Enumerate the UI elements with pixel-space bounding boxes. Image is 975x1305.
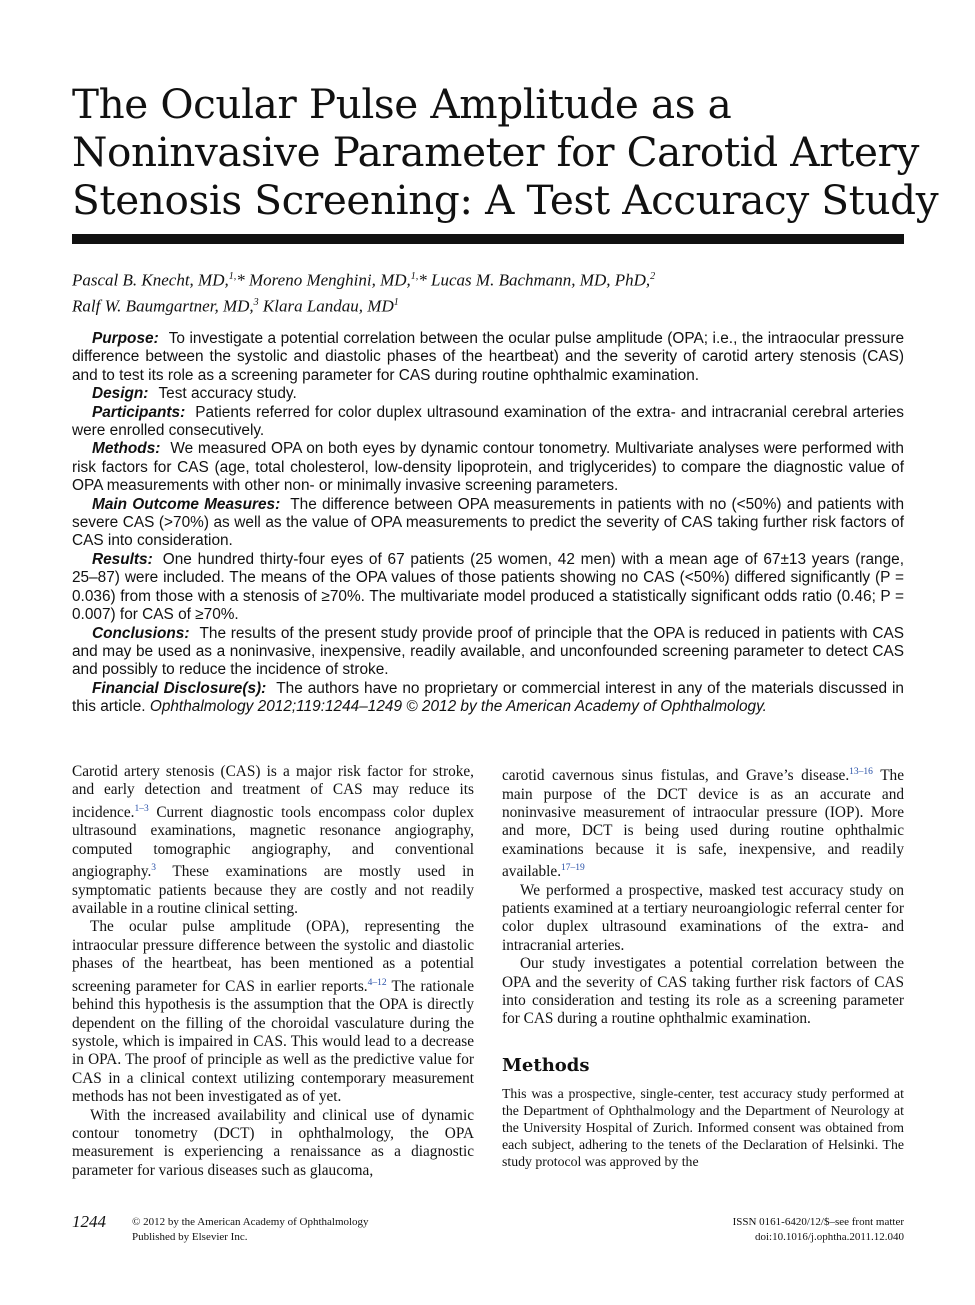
section-label: Results: [92, 550, 153, 568]
paragraph-text: The main purpose of the DCT device is as an accurate and noninvasive measurement of intraocular pressure (IOP). More and more, DCT is being used during routine ophthalmic examinations because it is safe, inexpensive, and readily available. [502, 767, 904, 881]
section-label: Design: [92, 385, 149, 403]
section-label: Participants: [92, 403, 186, 421]
affiliation-ref: 2 [650, 271, 656, 282]
section-label: Main Outcome Measures: [92, 495, 281, 513]
reference-link[interactable]: 1–3 [134, 803, 149, 814]
abstract-participants [72, 404, 904, 441]
body-paragraph: We performed a prospective, masked test accuracy study on patients examined at a tertiary neuroangiologic referral center for color duplex ultrasound examinations of the extra- and intracranial arteries. [502, 881, 904, 954]
section-label: Purpose: [92, 330, 159, 347]
section-text: To investigate a potential correlation between the ocular pulse amplitude (OPA; i.e., the intraocular pressure difference between the systolic and diastolic phases of the heartbeat) and the severity of carotid artery stenosis (CAS) and to test its role as a screening parameter for CAS during routine ophthalmic examination. [72, 330, 904, 384]
section-heading-methods: Methods [502, 1054, 590, 1076]
section-label: Financial Disclosure(s): [92, 679, 267, 697]
title-line: Stenosis Screening: A Test Accuracy Study [72, 176, 939, 224]
reference-link[interactable]: 17–19 [561, 863, 585, 874]
abstract-methods [72, 440, 904, 495]
issn-doi [733, 1215, 904, 1245]
reference-link[interactable]: 3 [151, 863, 157, 874]
abstract-outcome [72, 496, 904, 551]
abstract-purpose [72, 330, 904, 385]
section-text: We measured OPA on both eyes by dynamic contour tonometry. Multivariate analyses were performed with risk factors for CAS (age, total cholesterol, low-density lipoprotein, and triglycerides) to compare the diagnostic value of OPA measurements with other non- or minimally invasive screening parameters. [72, 440, 904, 495]
author-name: Ralf W. Baumgartner, MD, [72, 296, 254, 316]
section-text: The difference between OPA measurements in patients with no (<50%) and patients with severe CAS (>70%) as well as the value of OPA measurements to predict the severity of CAS taking further risk factors of CAS into consideration. [72, 495, 905, 550]
reference-link[interactable]: 4–12 [367, 977, 387, 988]
abstract [72, 330, 904, 717]
affiliation-ref: 1, [410, 271, 419, 282]
author-name: Klara Landau, MD [262, 296, 394, 316]
author-list [72, 266, 912, 317]
copyright-notice [132, 1215, 369, 1245]
body-column-right [502, 763, 904, 1170]
author-separator: * [418, 270, 432, 290]
paragraph-text: The ocular pulse amplitude (OPA), representing the intraocular pressure difference between the systolic and diastolic phases of the heartbeat, has been mentioned as a potential screening parameter for CAS in earlier reports. [72, 918, 474, 995]
body-paragraph [72, 763, 474, 918]
section-text: The results of the present study provide proof of principle that the OPA is reduced in patients with CAS and may be used as a noninvasive, inexpensive, readily available, and unconfounded screening parameter to detect CAS and possibly to reduce the incidence of stroke. [72, 624, 904, 679]
body-paragraph [502, 763, 904, 882]
paragraph-text: These examinations are mostly used in symptomatic patients because they are costly and not readily available in a routine clinical setting. [72, 863, 474, 918]
abstract-design [72, 385, 904, 403]
body-paragraph [72, 918, 474, 1106]
doi-link[interactable]: doi:10.1016/j.ophtha.2011.12.040 [754, 1231, 904, 1243]
journal-citation: Ophthalmology 2012;119:1244–1249 © 2012 by the American Academy of Ophthalmology. [149, 698, 767, 716]
page-footer [72, 1212, 904, 1252]
affiliation-ref: 3 [253, 296, 259, 308]
title-line: Noninvasive Parameter for Carotid Artery [72, 128, 919, 176]
author-line [72, 266, 912, 292]
affiliation-ref: 1 [393, 296, 399, 308]
author-name: Moreno Menghini, MD, [249, 270, 411, 290]
paragraph-text: The rationale behind this hypothesis is the assumption that the OPA is directly dependent on the filling of the choroidal vasculature during the systole, which is impaired in CAS. This would lead to a decrease in OPA. The proof of principle as well as the predictive value for CAS in a clinical context utilizing contemporary measurement methods has not been investigated as of yet. [72, 977, 474, 1106]
paragraph-text: carotid cavernous sinus fistulas, and Grave’s disease. [502, 767, 850, 785]
page-number: 1244 [72, 1212, 106, 1231]
author-separator: * [236, 270, 249, 290]
body-paragraph: With the increased availability and clinical use of dynamic contour tonometry (DCT) in ophthalmology, the OPA measurement is experiencing a renaissance as a diagnostic parameter for various diseases such as glaucoma, [72, 1106, 474, 1179]
body-paragraph: This was a prospective, single-center, test accuracy study performed at the Department of Ophthalmology and the Department of Neurology at the University Hospital of Zurich. Informed consent was obtained from each subject, adhering to the tenets of the Declaration of Helsinki. The study protocol was approved by the [502, 1086, 904, 1170]
reference-link[interactable]: 13–16 [849, 767, 873, 777]
author-name: Pascal B. Knecht, MD, [72, 270, 229, 290]
paragraph-text: Current diagnostic tools encompass color duplex ultrasound examinations, magnetic resonance angiography, computed tomographic angiography, and conventional angiography. [72, 803, 474, 881]
article-title [72, 80, 939, 224]
section-label: Conclusions: [92, 624, 190, 642]
title-divider [72, 234, 904, 244]
abstract-conclusions [72, 625, 904, 680]
section-text: Test accuracy study. [158, 385, 297, 403]
abstract-disclosure [72, 680, 904, 717]
paragraph-text: Carotid artery stenosis (CAS) is a major risk factor for stroke, and early detection and treatment of CAS may reduce its incidence. [72, 763, 474, 821]
section-label: Methods: [92, 440, 161, 458]
author-name: Lucas M. Bachmann, MD, PhD, [431, 270, 651, 290]
affiliation-ref: 1, [228, 271, 237, 282]
title-line: The Ocular Pulse Amplitude as a [72, 80, 732, 128]
body-column-left [72, 763, 474, 1180]
section-text: The authors have no proprietary or commercial interest in any of the materials discussed in this article. [72, 679, 904, 716]
publisher-line: Published by Elsevier Inc. [132, 1231, 248, 1243]
section-text: One hundred thirty-four eyes of 67 patients (25 women, 42 men) with a mean age of 67±13 years (range, 25–87) were included. The means of the OPA values of those patients showing no CAS (<50%) differed significantly (P = 0.036) from those with a stenosis of ≥70%. The multivariate model produced a statistically significant odds ratio (0.46; P = 0.007) for CAS of ≥70%. [72, 550, 904, 624]
body-paragraph: Our study investigates a potential correlation between the OPA and the severity of CAS taking further risk factors of CAS into consideration and testing its role as a screening parameter for CAS during a routine ophthalmic examination. [502, 955, 904, 1028]
author-line [72, 292, 912, 318]
copyright-line: © 2012 by the American Academy of Ophthalmology [132, 1216, 369, 1228]
issn: ISSN 0161-6420/12/$–see front matter [732, 1216, 904, 1228]
section-text: Patients referred for color duplex ultrasound examination of the extra- and intracranial cerebral arteries were enrolled consecutively. [72, 403, 904, 440]
abstract-results [72, 551, 904, 625]
